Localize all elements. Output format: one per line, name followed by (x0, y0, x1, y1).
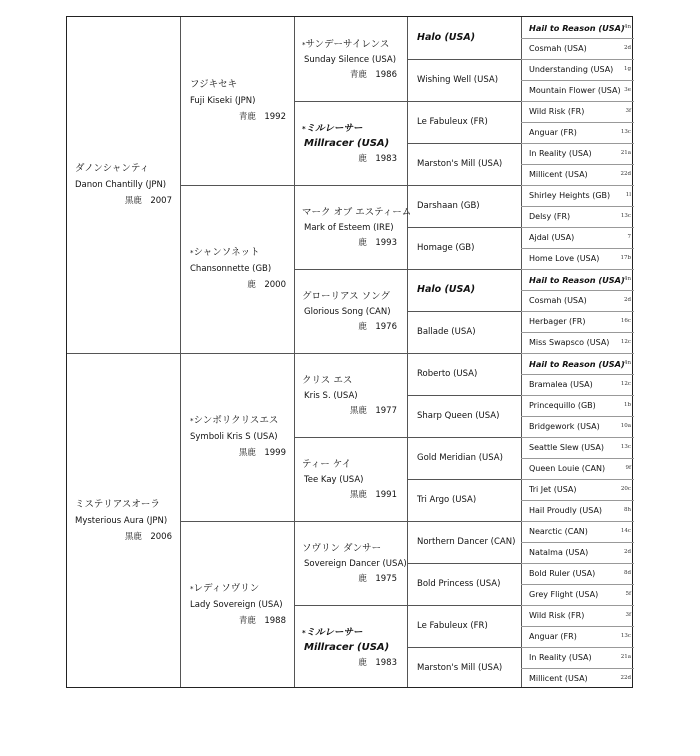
horse-color-year: 黒鹿 2007 (124, 196, 172, 206)
horse-name-en: Symboli Kris S (USA) (190, 432, 278, 442)
horse-gen4[interactable] (407, 185, 521, 227)
horse-name-en: Wild Risk (FR) (529, 610, 585, 620)
horse-name-en: Natalma (USA) (529, 547, 589, 557)
horse-color-year: 黒鹿 2006 (124, 532, 172, 542)
horse-gen5[interactable] (521, 122, 634, 143)
family-number: 3f (625, 611, 631, 618)
import-mark: * (190, 249, 194, 257)
horse-color-year: 青鹿 1988 (238, 616, 286, 626)
horse-name-en: Mark of Esteem (IRE) (304, 223, 394, 233)
horse-gen3[interactable] (294, 521, 407, 605)
horse-name-en: Queen Louie (CAN) (529, 463, 606, 473)
horse-gen5[interactable] (521, 647, 634, 668)
horse-name-jp: フジキセキ (190, 79, 238, 90)
family-number: 3f (625, 107, 631, 114)
import-mark: * (302, 629, 306, 637)
horse-gen4[interactable] (407, 521, 521, 563)
horse-name-en: In Reality (USA) (529, 148, 592, 158)
family-number: 8h (623, 506, 631, 513)
horse-gen5[interactable] (521, 290, 634, 311)
horse-gen4[interactable] (407, 17, 521, 59)
horse-name-en: Millracer (USA) (304, 642, 390, 653)
family-number: 14c (620, 527, 631, 534)
horse-name-en: Understanding (USA) (529, 64, 614, 74)
horse-gen5[interactable] (521, 584, 634, 605)
horse-gen3[interactable] (294, 101, 407, 185)
horse-color-year: 黒鹿 1991 (349, 490, 397, 500)
horse-name-jp: *ミルレーサー (302, 123, 363, 134)
horse-name-en: Hail to Reason (USA) (529, 358, 625, 369)
horse-name-en: Sharp Queen (USA) (417, 411, 500, 421)
horse-name-en: Herbager (FR) (529, 316, 586, 326)
horse-color-year: 鹿 2000 (247, 280, 286, 290)
horse-gen5[interactable] (521, 563, 634, 584)
horse-color-year: 鹿 1983 (358, 658, 397, 668)
family-number: 13c (620, 212, 631, 219)
horse-gen4[interactable] (407, 353, 521, 395)
family-number: 7 (627, 233, 631, 240)
horse-gen4[interactable] (407, 395, 521, 437)
horse-name-jp: ミステリアスオーラ (75, 499, 160, 510)
horse-gen3[interactable] (294, 605, 407, 689)
horse-name-en: Anguar (FR) (529, 127, 577, 137)
horse-gen5[interactable] (521, 437, 634, 458)
horse-name-en: Millicent (USA) (529, 169, 588, 179)
horse-gen5[interactable] (521, 185, 634, 206)
horse-gen2[interactable] (180, 185, 294, 353)
horse-gen5[interactable] (521, 311, 634, 332)
horse-name-en: Northern Dancer (CAN) (417, 537, 516, 547)
horse-color-year: 鹿 1975 (358, 574, 397, 584)
horse-gen5[interactable] (521, 374, 634, 395)
horse-name-en: Bold Ruler (USA) (529, 568, 596, 578)
horse-name-jp: ティー ケイ (302, 459, 352, 470)
horse-name-en: Glorious Song (CAN) (304, 307, 391, 317)
horse-gen4[interactable] (407, 563, 521, 605)
horse-name-en: Millracer (USA) (304, 138, 390, 149)
horse-gen4[interactable] (407, 311, 521, 353)
family-number: 4n (623, 275, 631, 282)
family-number: 22d (620, 170, 631, 177)
horse-color-year: 鹿 1976 (358, 322, 397, 332)
horse-name-en: Roberto (USA) (417, 369, 478, 379)
family-number: 4n (623, 359, 631, 366)
family-number: 1l (625, 191, 631, 198)
horse-name-en: Homage (GB) (417, 243, 475, 253)
horse-gen4[interactable] (407, 269, 521, 311)
horse-name-en: Tee Kay (USA) (304, 475, 364, 485)
family-number: 21a (620, 149, 631, 156)
pedigree-table (66, 16, 633, 688)
horse-gen5[interactable] (521, 269, 634, 290)
horse-gen5[interactable] (521, 59, 634, 80)
horse-name-en: Seattle Slew (USA) (529, 442, 604, 452)
horse-gen5[interactable] (521, 500, 634, 521)
family-number: 17b (620, 254, 631, 261)
horse-name-en: Darshaan (GB) (417, 201, 480, 211)
horse-name-jp: *ミルレーサー (302, 627, 363, 638)
horse-gen4[interactable] (407, 59, 521, 101)
horse-name-en: Halo (USA) (417, 32, 476, 43)
horse-gen2[interactable] (180, 353, 294, 521)
family-number: 1b (623, 401, 631, 408)
horse-name-en: Hail to Reason (USA) (529, 22, 625, 33)
horse-name-en: Tri Jet (USA) (529, 484, 577, 494)
family-number: 21a (620, 653, 631, 660)
family-number: 2d (623, 548, 631, 555)
family-number: 2d (623, 44, 631, 51)
horse-name-jp: ダノンシャンティ (75, 163, 150, 174)
horse-name-jp: ソヴリン ダンサー (302, 543, 382, 554)
horse-gen5[interactable] (521, 248, 634, 269)
horse-gen4[interactable] (407, 437, 521, 479)
horse-name-en: In Reality (USA) (529, 652, 592, 662)
horse-gen3[interactable] (294, 269, 407, 353)
horse-name-en: Nearctic (CAN) (529, 526, 588, 536)
horse-name-en: Ballade (USA) (417, 327, 476, 337)
horse-name-en: Cosmah (USA) (529, 295, 587, 305)
horse-name-en: Wild Risk (FR) (529, 106, 585, 116)
horse-gen5[interactable] (521, 626, 634, 647)
horse-name-en: Mysterious Aura (JPN) (75, 516, 168, 526)
horse-gen5[interactable] (521, 668, 634, 689)
horse-name-en: Millicent (USA) (529, 673, 588, 683)
horse-name-en: Le Fabuleux (FR) (417, 117, 488, 127)
family-number: 3e (624, 86, 631, 93)
horse-name-en: Halo (USA) (417, 284, 476, 295)
family-number: 22d (620, 674, 631, 681)
horse-gen5[interactable] (521, 521, 634, 542)
horse-gen5[interactable] (521, 332, 634, 353)
horse-gen5[interactable] (521, 605, 634, 626)
horse-gen1[interactable] (67, 353, 180, 689)
horse-name-en: Shirley Heights (GB) (529, 190, 611, 200)
horse-name-en: Wishing Well (USA) (417, 75, 499, 85)
horse-color-year: 黒鹿 1999 (238, 448, 286, 458)
horse-gen5[interactable] (521, 227, 634, 248)
family-number: 4n (623, 23, 631, 30)
family-number: 20c (620, 485, 631, 492)
horse-gen3[interactable] (294, 17, 407, 101)
horse-name-en: Danon Chantilly (JPN) (75, 180, 167, 190)
horse-name-en: Bold Princess (USA) (417, 579, 501, 589)
horse-name-en: Anguar (FR) (529, 631, 577, 641)
horse-gen5[interactable] (521, 17, 634, 38)
family-number: 10a (620, 422, 631, 429)
horse-gen4[interactable] (407, 101, 521, 143)
horse-gen3[interactable] (294, 353, 407, 437)
import-mark: * (190, 585, 194, 593)
family-number: 8d (623, 569, 631, 576)
horse-gen5[interactable] (521, 353, 634, 374)
family-number: 13c (620, 128, 631, 135)
horse-name-en: Hail to Reason (USA) (529, 274, 625, 285)
horse-gen4[interactable] (407, 605, 521, 647)
horse-name-jp: *レディソヴリン (190, 583, 260, 594)
family-number: 5f (625, 590, 631, 597)
horse-name-jp: グローリアス ソング (302, 291, 390, 302)
horse-name-en: Ajdal (USA) (529, 232, 575, 242)
horse-name-en: Sunday Silence (USA) (304, 55, 397, 65)
horse-gen2[interactable] (180, 17, 294, 185)
horse-name-en: Tri Argo (USA) (417, 495, 477, 505)
horse-name-en: Grey Flight (USA) (529, 589, 599, 599)
horse-gen4[interactable] (407, 479, 521, 521)
horse-gen1[interactable] (67, 17, 180, 353)
family-number: 13c (620, 632, 631, 639)
import-mark: * (190, 417, 194, 425)
horse-gen3[interactable] (294, 437, 407, 521)
horse-name-en: Marston's Mill (USA) (417, 159, 503, 169)
horse-name-en: Marston's Mill (USA) (417, 663, 503, 673)
import-mark: * (302, 41, 306, 49)
horse-name-en: Miss Swapsco (USA) (529, 337, 610, 347)
family-number: 12c (620, 380, 631, 387)
horse-name-en: Mountain Flower (USA) (529, 85, 621, 95)
horse-name-jp: *シンボリクリスエス (190, 415, 279, 426)
horse-gen5[interactable] (521, 101, 634, 122)
horse-name-en: Sovereign Dancer (USA) (304, 559, 407, 569)
horse-gen5[interactable] (521, 80, 634, 101)
family-number: 9f (625, 464, 631, 471)
horse-color-year: 鹿 1983 (358, 154, 397, 164)
horse-gen2[interactable] (180, 521, 294, 689)
horse-name-jp: マーク オブ エスティーム (302, 207, 412, 218)
horse-gen5[interactable] (521, 164, 634, 185)
family-number: 13c (620, 443, 631, 450)
horse-name-jp: クリス エス (302, 375, 353, 386)
horse-gen5[interactable] (521, 143, 634, 164)
horse-name-en: Fuji Kiseki (JPN) (190, 96, 256, 106)
horse-name-jp: *シャンソネット (190, 247, 260, 258)
horse-name-en: Cosmah (USA) (529, 43, 587, 53)
family-number: 2d (623, 296, 631, 303)
horse-name-jp: *サンデーサイレンス (302, 39, 390, 50)
horse-gen4[interactable] (407, 647, 521, 689)
horse-name-en: Lady Sovereign (USA) (190, 600, 283, 610)
horse-name-en: Gold Meridian (USA) (417, 453, 503, 463)
horse-name-en: Chansonnette (GB) (190, 264, 272, 274)
horse-gen5[interactable] (521, 458, 634, 479)
horse-name-en: Home Love (USA) (529, 253, 600, 263)
horse-gen4[interactable] (407, 143, 521, 185)
horse-name-en: Le Fabuleux (FR) (417, 621, 488, 631)
family-number: 16c (620, 317, 631, 324)
horse-gen5[interactable] (521, 206, 634, 227)
horse-gen5[interactable] (521, 416, 634, 437)
horse-name-en: Delsy (FR) (529, 211, 571, 221)
horse-gen5[interactable] (521, 395, 634, 416)
import-mark: * (302, 125, 306, 133)
horse-gen4[interactable] (407, 227, 521, 269)
horse-gen5[interactable] (521, 38, 634, 59)
family-number: 1g (623, 65, 631, 72)
horse-gen5[interactable] (521, 479, 634, 500)
horse-color-year: 青鹿 1986 (349, 70, 397, 80)
horse-name-en: Bramalea (USA) (529, 379, 593, 389)
horse-name-en: Kris S. (USA) (304, 391, 358, 401)
family-number: 12c (620, 338, 631, 345)
horse-color-year: 黒鹿 1977 (349, 406, 397, 416)
horse-color-year: 青鹿 1992 (238, 112, 286, 122)
horse-gen3[interactable] (294, 185, 412, 269)
horse-name-en: Bridgework (USA) (529, 421, 600, 431)
horse-name-en: Princequillo (GB) (529, 400, 596, 410)
horse-color-year: 鹿 1993 (358, 238, 397, 248)
horse-name-en: Hail Proudly (USA) (529, 505, 603, 515)
horse-gen5[interactable] (521, 542, 634, 563)
